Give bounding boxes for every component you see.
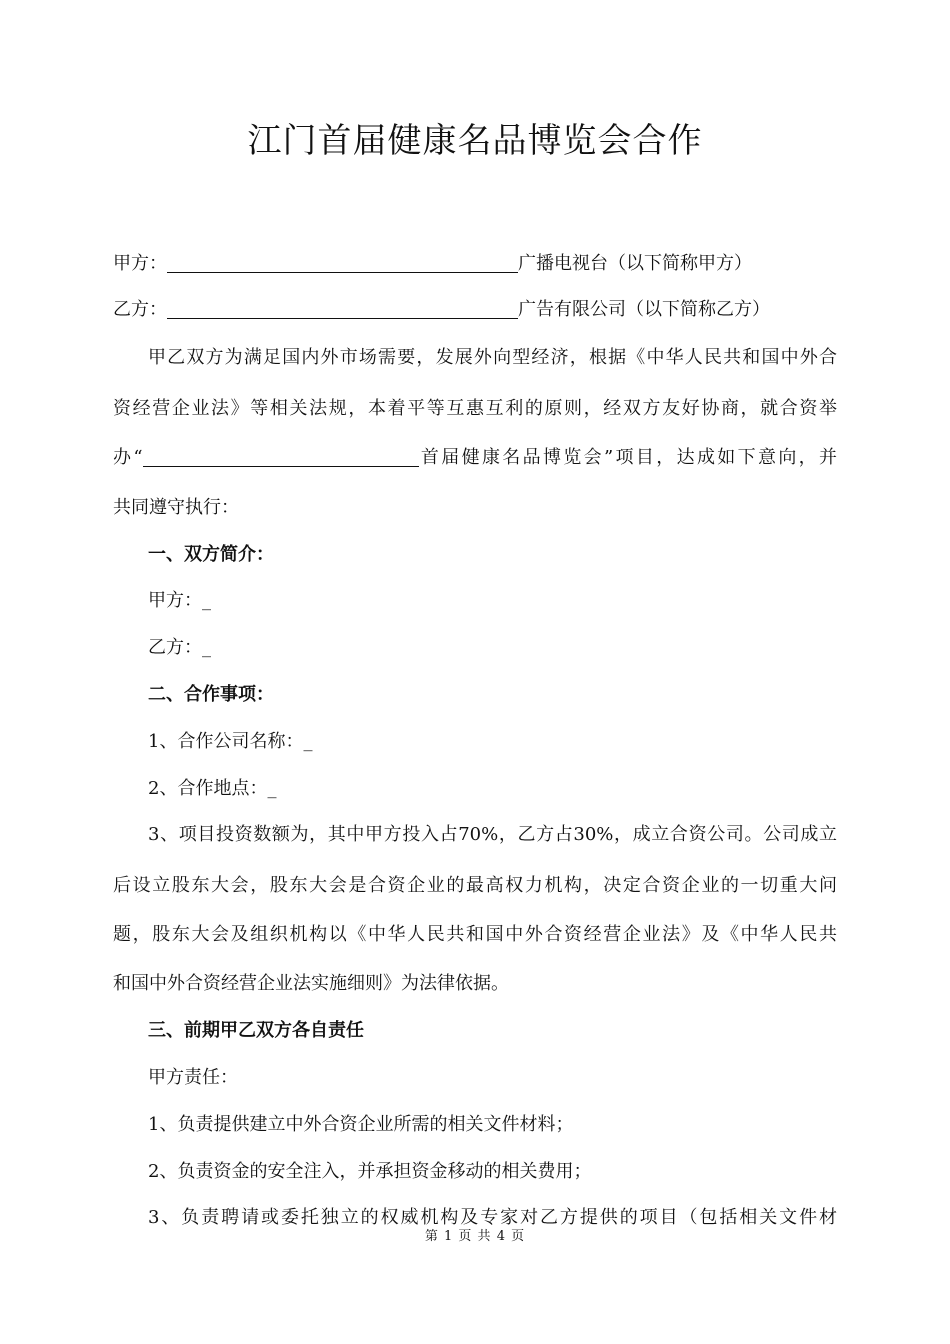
section-2-item-3-line-4: 和国中外合资经营企业法实施细则》为法律依据。 bbox=[113, 973, 509, 994]
section-3-heading: 三、前期甲乙双方各自责任 bbox=[148, 1020, 364, 1041]
section-2-item-3-line-1: 3、项目投资数额为，其中甲方投入占70%，乙方占30%，成立合资公司。公司成立 bbox=[148, 824, 837, 845]
intro-line-4: 共同遵守执行： bbox=[113, 497, 239, 518]
party-b-suffix: 广告有限公司（以下简称乙方） bbox=[518, 299, 770, 320]
section-3-duty-1: 1、负责提供建立中外合资企业所需的相关文件材料； bbox=[148, 1114, 574, 1135]
party-a-line bbox=[113, 251, 752, 277]
intro-line-3 bbox=[113, 445, 837, 471]
intro-line-1: 甲乙双方为满足国内外市场需要，发展外向型经济，根据《中华人民共和国中外合 bbox=[148, 347, 837, 368]
section-2-item-3-line-3: 题，股东大会及组织机构以《中华人民共和国中外合资经营企业法》及《中华人民共 bbox=[113, 924, 837, 945]
section-3-party-a-duty-label: 甲方责任： bbox=[148, 1067, 238, 1088]
party-a-label: 甲方： bbox=[113, 253, 167, 274]
page-footer: 第 1 页 共 4 页 bbox=[424, 1229, 526, 1244]
project-name-blank[interactable] bbox=[143, 446, 419, 467]
party-a-blank[interactable] bbox=[167, 252, 518, 273]
party-a-suffix: 广播电视台（以下简称甲方） bbox=[518, 253, 752, 274]
party-b-blank[interactable] bbox=[167, 298, 518, 319]
section-1-party-a: 甲方：_ bbox=[148, 590, 211, 611]
party-b-label: 乙方： bbox=[113, 299, 167, 320]
section-2-heading: 二、合作事项： bbox=[148, 684, 274, 705]
intro-line-2: 资经营企业法》等相关法规，本着平等互惠互利的原则，经双方友好协商，就合资举 bbox=[113, 398, 837, 419]
document-title: 江门首届健康名品博览会合作 bbox=[247, 121, 703, 161]
section-2-item-3-line-2: 后设立股东大会，股东大会是合资企业的最高权力机构，决定合资企业的一切重大问 bbox=[113, 875, 837, 896]
section-3-duty-3: 3、负责聘请或委托独立的权威机构及专家对乙方提供的项目（包括相关文件材 bbox=[148, 1207, 837, 1228]
intro-line-3-prefix: 办“ bbox=[113, 447, 143, 468]
party-b-line bbox=[113, 297, 770, 323]
section-1-party-b: 乙方：_ bbox=[148, 637, 211, 658]
intro-line-3-suffix: 首届健康名品博览会”项目，达成如下意向，并 bbox=[418, 447, 838, 468]
section-1-heading: 一、双方简介： bbox=[148, 544, 274, 565]
section-2-item-1: 1、合作公司名称：_ bbox=[148, 731, 313, 752]
section-3-duty-2: 2、负责资金的安全注入，并承担资金移动的相关费用； bbox=[148, 1161, 592, 1182]
section-2-item-2: 2、合作地点：_ bbox=[148, 778, 277, 799]
